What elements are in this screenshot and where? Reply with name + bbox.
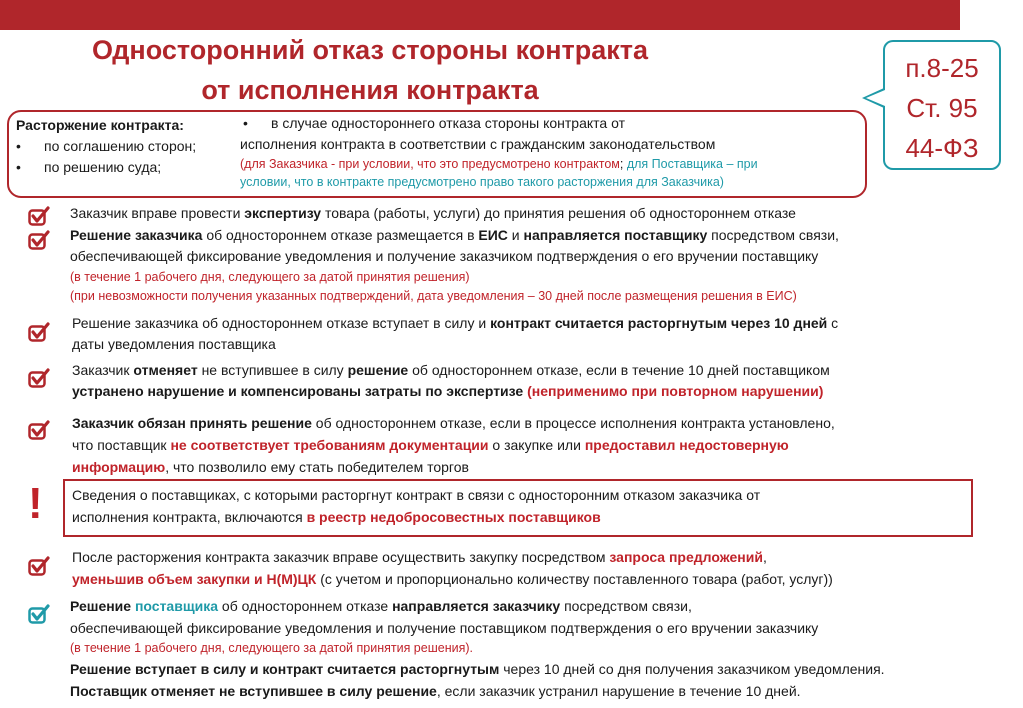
text-bold-red: в реестр недобросовестных поставщиков bbox=[306, 509, 601, 525]
text: исполнения контракта, включаются bbox=[72, 509, 307, 525]
top-banner bbox=[0, 0, 960, 30]
text: Решение заказчика об одностороннем отказе вступает в силу и bbox=[72, 315, 491, 331]
para-supplier-decision-line-4 bbox=[70, 659, 885, 680]
text: об одностороннем отказе, если в течение 10 дней поставщиком bbox=[408, 362, 830, 378]
top-banner-cut bbox=[905, 0, 960, 30]
para-after-termination bbox=[72, 547, 767, 568]
text-bold: решение bbox=[347, 362, 409, 378]
bullet-icon: • bbox=[16, 138, 21, 154]
text: , bbox=[762, 549, 767, 565]
text-bold-red: запроса предложений bbox=[609, 549, 763, 565]
para-customer-decision-note-2: (при невозможности получения указанных подтверждений, дата уведомления – 30 дней после размещения решения в ЕИС) bbox=[70, 289, 797, 303]
text: не вступившее в силу bbox=[197, 362, 348, 378]
check-icon bbox=[28, 322, 50, 342]
para-supplier-decision bbox=[70, 596, 692, 617]
para-registry: Сведения о поставщиках, с которыми расторгнут контракт в связи с односторонним отказом заказчика от bbox=[72, 487, 761, 503]
para-supplier-decision-note: (в течение 1 рабочего дня, следующего за датой принятия решения). bbox=[70, 641, 473, 655]
text: посредством связи, bbox=[707, 227, 839, 243]
para-obliged bbox=[72, 413, 835, 434]
text-bold: контракт считается расторгнутым через 10 дней bbox=[490, 315, 828, 331]
text-bold-red: уменьшив объем закупки и Н(М)ЦК bbox=[72, 571, 317, 587]
page-title bbox=[20, 30, 720, 110]
check-icon-teal bbox=[28, 604, 50, 624]
text: , если заказчик устранил нарушение в течение 10 дней. bbox=[436, 683, 801, 699]
title-line-2: от исполнения контракта bbox=[201, 75, 539, 105]
termination-case-line-1: в случае одностороннего отказа стороны контракта от bbox=[271, 115, 625, 131]
text-bold: устранено нарушение и компенсированы затраты по экспертизе bbox=[72, 383, 524, 399]
para-cancel bbox=[72, 360, 830, 381]
text: об одностороннем отказе, если в процессе исполнения контракта установлено, bbox=[311, 415, 835, 431]
check-icon bbox=[28, 368, 50, 388]
para-customer-decision bbox=[70, 225, 839, 246]
check-icon bbox=[28, 420, 50, 440]
text-bold-red: информацию bbox=[72, 459, 166, 475]
text-bold-red: не соответствует требованиям документации bbox=[170, 437, 489, 453]
callout-tail-inner bbox=[866, 90, 885, 106]
note-supplier-1: для Поставщика – при bbox=[623, 157, 758, 171]
check-icon bbox=[28, 206, 50, 226]
text-bold: направляется поставщику bbox=[523, 227, 708, 243]
title-line-1: Односторонний отказ стороны контракта bbox=[91, 35, 649, 65]
text-bold-red: (неприменимо при повторном нарушении) bbox=[523, 383, 824, 399]
text: об одностороннем отказе размещается в bbox=[202, 227, 479, 243]
para-after-termination-line-2 bbox=[72, 569, 833, 590]
check-icon bbox=[28, 230, 50, 250]
text: Заказчик bbox=[72, 362, 134, 378]
para-effective bbox=[72, 313, 838, 334]
para-effective-line-2: даты уведомления поставщика bbox=[72, 336, 276, 352]
para-supplier-decision-line-5 bbox=[70, 681, 801, 702]
text: , что позволило ему стать победителем торгов bbox=[165, 459, 469, 475]
para-obliged-line-3 bbox=[72, 457, 469, 478]
text: о закупке или bbox=[488, 437, 585, 453]
check-icon bbox=[28, 556, 50, 576]
para-obliged-line-2 bbox=[72, 435, 789, 456]
termination-case-line-2: исполнения контракта в соответствии с гражданским законодательством bbox=[240, 136, 716, 152]
text-bold-red: предоставил недостоверную bbox=[584, 437, 789, 453]
text-bold-teal: поставщика bbox=[134, 598, 219, 614]
text-bold: Решение заказчика bbox=[70, 227, 203, 243]
para-registry-line-2 bbox=[72, 507, 601, 528]
text: Заказчик вправе провести bbox=[70, 205, 245, 221]
termination-item-court: по решению суда; bbox=[44, 159, 162, 175]
para-cancel-line-2 bbox=[72, 381, 823, 402]
para-customer-decision-line-2: обеспечивающей фиксирование уведомления и получение заказчиком подтверждения о его вручении поставщику bbox=[70, 248, 819, 264]
text-bold: экспертизу bbox=[244, 205, 322, 221]
bullet-icon: • bbox=[243, 115, 248, 131]
text-bold: направляется заказчику bbox=[392, 598, 561, 614]
termination-note-line-2: условии, что в контракте предусмотрено право такого расторжения для Заказчика) bbox=[240, 175, 724, 189]
text: что поставщик bbox=[72, 437, 171, 453]
reference-article: Ст. 95 bbox=[906, 93, 978, 123]
termination-item-agreement: по соглашению сторон; bbox=[44, 138, 197, 154]
termination-note-line-1 bbox=[240, 156, 758, 173]
law-reference-callout bbox=[883, 40, 1001, 170]
text-bold: Заказчик обязан принять решение bbox=[72, 415, 312, 431]
text-bold: Решение вступает в силу и контракт считается расторгнутым bbox=[70, 661, 500, 677]
text-bold: Поставщик отменяет не вступившее в силу решение bbox=[70, 683, 437, 699]
text: об одностороннем отказе bbox=[218, 598, 393, 614]
text: посредством связи, bbox=[560, 598, 692, 614]
para-expertise bbox=[70, 203, 796, 224]
text: После расторжения контракта заказчик вправе осуществить закупку посредством bbox=[72, 549, 610, 565]
note-separator: ; bbox=[619, 157, 624, 171]
text: товара (работы, услуги) до принятия решения об одностороннем отказе bbox=[321, 205, 796, 221]
text-bold: отменяет bbox=[133, 362, 198, 378]
termination-heading: Расторжение контракта: bbox=[16, 117, 184, 133]
para-supplier-decision-line-2: обеспечивающей фиксирование уведомления и получение поставщиком подтверждения о его вручении заказчику bbox=[70, 620, 819, 636]
text: (с учетом и пропорционально количеству поставленного товара (работ, услуг)) bbox=[316, 571, 833, 587]
text-bold: ЕИС bbox=[478, 227, 508, 243]
note-customer: (для Заказчика - при условии, что это предусмотрено контрактом bbox=[240, 157, 620, 171]
reference-law: 44-ФЗ bbox=[905, 133, 979, 163]
para-customer-decision-note-1: (в течение 1 рабочего дня, следующего за датой принятия решения) bbox=[70, 270, 470, 284]
text: через 10 дней со дня получения заказчиком уведомления. bbox=[499, 661, 885, 677]
bullet-icon: • bbox=[16, 159, 21, 175]
exclamation-icon: ! bbox=[28, 479, 43, 528]
text: и bbox=[507, 227, 524, 243]
reference-paragraph: п.8-25 bbox=[905, 53, 979, 83]
text: с bbox=[827, 315, 839, 331]
text-bold: Решение bbox=[70, 598, 135, 614]
